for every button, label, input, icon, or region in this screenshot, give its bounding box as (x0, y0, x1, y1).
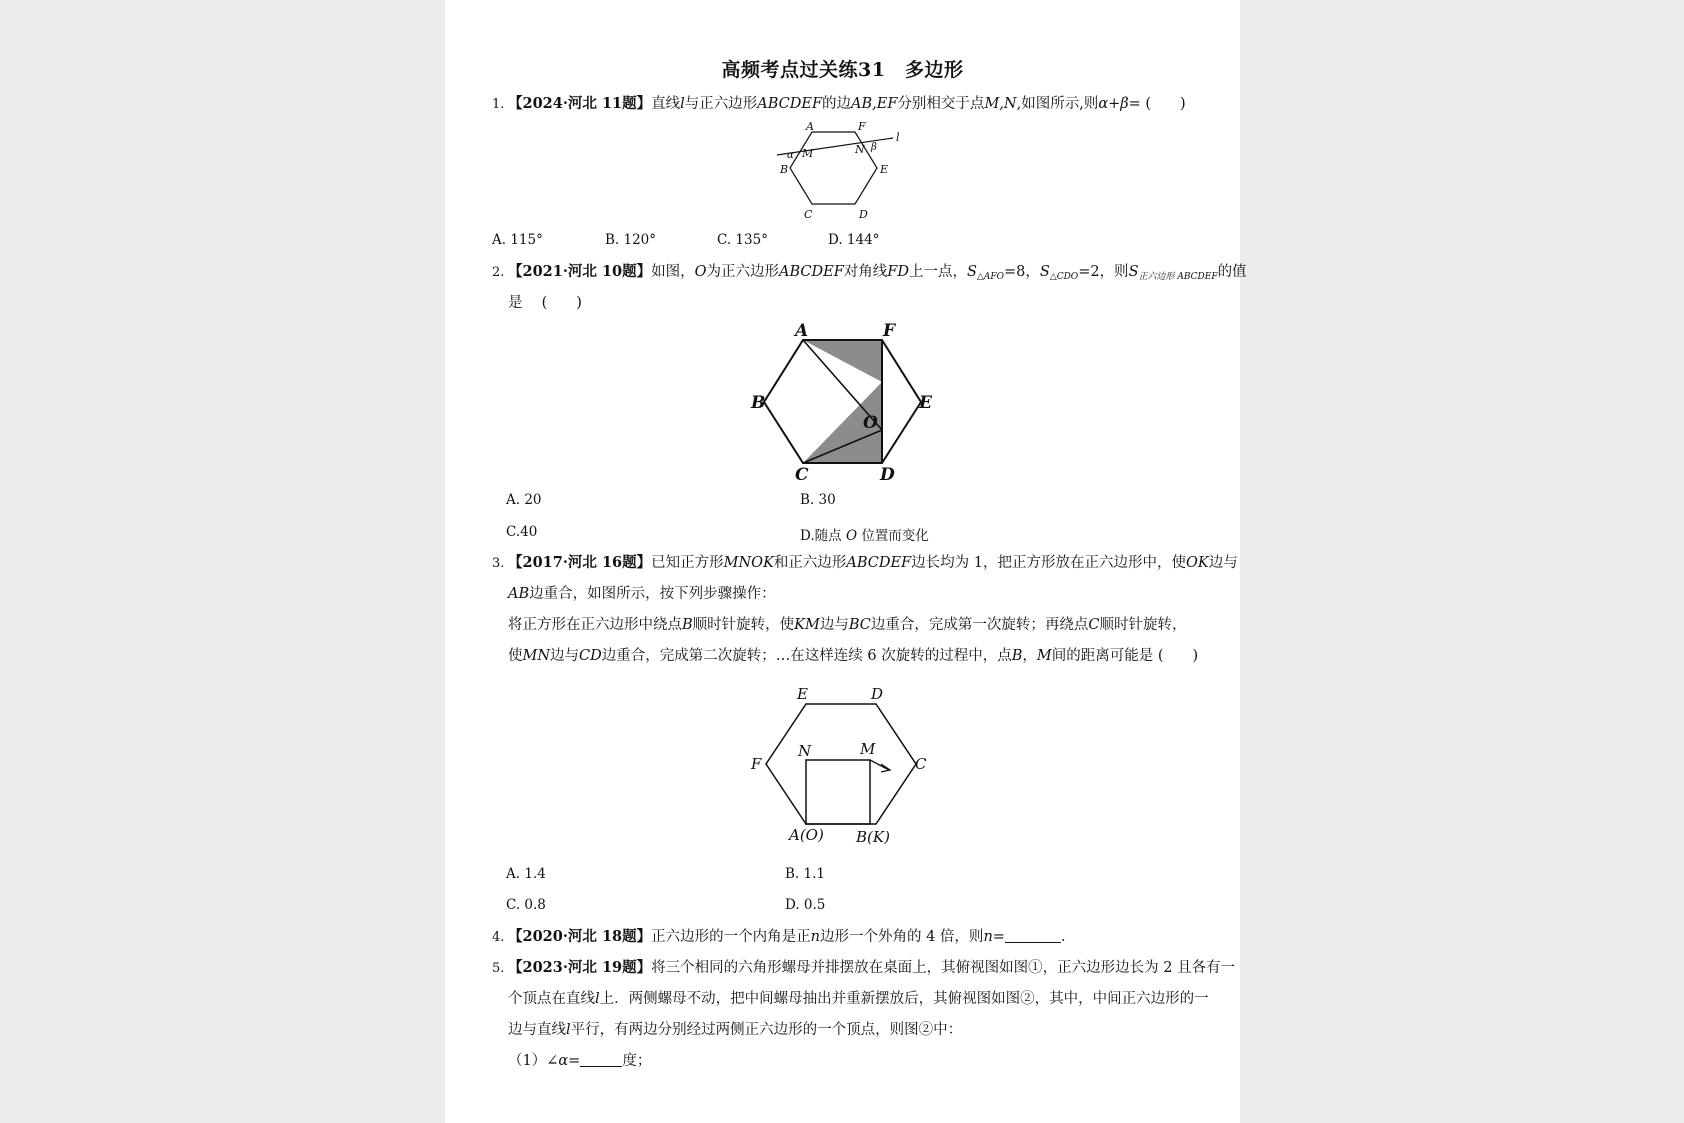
q3-option-c[interactable]: C. 0.8 (506, 897, 546, 913)
question-5-stem: 5. 【2023·河北 19题】将三个相同的六角形螺母并排摆放在桌面上，其俯视图如图①，正六边形边长为 2 且各有一 (492, 958, 1235, 979)
question-number: 5. (492, 961, 505, 976)
label-N: N (798, 742, 812, 760)
hexagon-line-figure (775, 122, 915, 222)
question-source: 【2017·河北 16题】 (508, 554, 652, 571)
q1-option-a[interactable]: A. 115° (492, 232, 543, 248)
label-O: O (863, 413, 878, 433)
q2-option-b[interactable]: B. 30 (800, 492, 836, 508)
question-number: 3. (492, 556, 505, 571)
label-F: F (751, 755, 762, 773)
label-D: D (859, 208, 868, 221)
question-2-stem: 2. 【2021·河北 10题】如图，O为正六边形ABCDEF对角线FD上一点，$S_{\triangle AFO}=8$，$S_{\triangle CDO}=2$，则$S_{正六边形 ABCDEF}$的值 (492, 263, 1247, 282)
label-alpha: α (787, 150, 794, 161)
label-M: M (860, 740, 876, 758)
hexagon-shaded-figure (751, 318, 931, 486)
label-F: F (858, 120, 866, 133)
label-M: M (802, 147, 814, 160)
q2-option-a[interactable]: A. 20 (506, 492, 542, 508)
label-A: A (795, 321, 809, 341)
q2-option-d[interactable]: D.随点 O 位置而变化 (800, 528, 929, 544)
question-source: 【2024·河北 11题】 (508, 95, 652, 112)
question-number: 1. (492, 97, 505, 112)
question-number: 2. (492, 265, 505, 280)
q1-option-c[interactable]: C. 135° (717, 232, 768, 248)
label-A-O: A(O) (789, 826, 824, 844)
answer-blank[interactable] (1005, 942, 1061, 943)
q1-option-d[interactable]: D. 144° (828, 232, 880, 248)
page-title: 高频考点过关练31 多边形 (721, 59, 964, 81)
question-3-stem-line4: 使MN边与CD边重合，完成第二次旋转；…在这样连续 6 次旋转的过程中，点B，M间的距离可能是 ( ) (508, 648, 1199, 664)
document-page (445, 0, 1247, 1123)
label-beta: β (871, 142, 877, 153)
label-C: C (795, 465, 809, 485)
label-F: F (883, 321, 896, 341)
label-E: E (919, 393, 932, 413)
question-number: 4. (492, 930, 505, 945)
label-N: N (855, 143, 865, 156)
q2-option-c[interactable]: C.40 (506, 524, 538, 540)
question-3-stem-line3: 将正方形在正六边形中绕点B顺时针旋转，使KM边与BC边重合，完成第一次旋转；再绕点C顺时针旋转， (508, 617, 1187, 633)
q3-option-b[interactable]: B. 1.1 (785, 866, 825, 882)
question-source: 【2021·河北 10题】 (508, 263, 652, 280)
question-5-stem-line2: 个顶点在直线l上．两侧螺母不动，把中间螺母抽出并重新摆放后，其俯视图如图②，其中，中间正六边形的一 (508, 991, 1209, 1007)
label-C: C (804, 208, 813, 221)
label-D: D (880, 465, 895, 485)
question-4-stem: 4. 【2020·河北 18题】正六边形的一个内角是正n边形一个外角的 4 倍，则n= . (492, 927, 1066, 948)
label-E: E (880, 163, 889, 176)
label-l: l (896, 131, 900, 144)
label-D: D (871, 685, 884, 703)
q1-option-b[interactable]: B. 120° (605, 232, 657, 248)
label-C: C (915, 755, 927, 773)
label-A: A (806, 120, 814, 133)
question-2-stem-line2: 是 ( ) (508, 295, 582, 311)
label-B: B (780, 163, 789, 176)
question-3-stem: 3. 【2017·河北 16题】已知正方形MNOK和正六边形ABCDEF边长均为 1，把正方形放在正六边形中，使OK边与 (492, 553, 1238, 574)
answer-blank[interactable] (580, 1066, 622, 1067)
question-source: 【2020·河北 18题】 (508, 928, 652, 945)
question-3-stem-line2: AB边重合，如图所示，按下列步骤操作： (508, 586, 776, 602)
question-source: 【2023·河北 19题】 (508, 959, 652, 976)
q3-option-a[interactable]: A. 1.4 (506, 866, 546, 882)
question-1-stem: 1. 【2024·河北 11题】直线l与正六边形ABCDEF的边AB,EF分别相交于点M,N,如图所示,则α+β= ( ) (492, 94, 1186, 115)
label-E: E (797, 685, 808, 703)
question-5-part-1: （1）∠α= 度； (508, 1053, 652, 1069)
q3-option-d[interactable]: D. 0.5 (785, 897, 826, 913)
question-5-stem-line3: 边与直线l平行，有两边分别经过两侧正六边形的一个顶点，则图②中： (508, 1022, 963, 1038)
label-B-K: B(K) (856, 828, 890, 846)
label-B: B (751, 393, 766, 413)
hexagon-square-figure (751, 684, 931, 849)
